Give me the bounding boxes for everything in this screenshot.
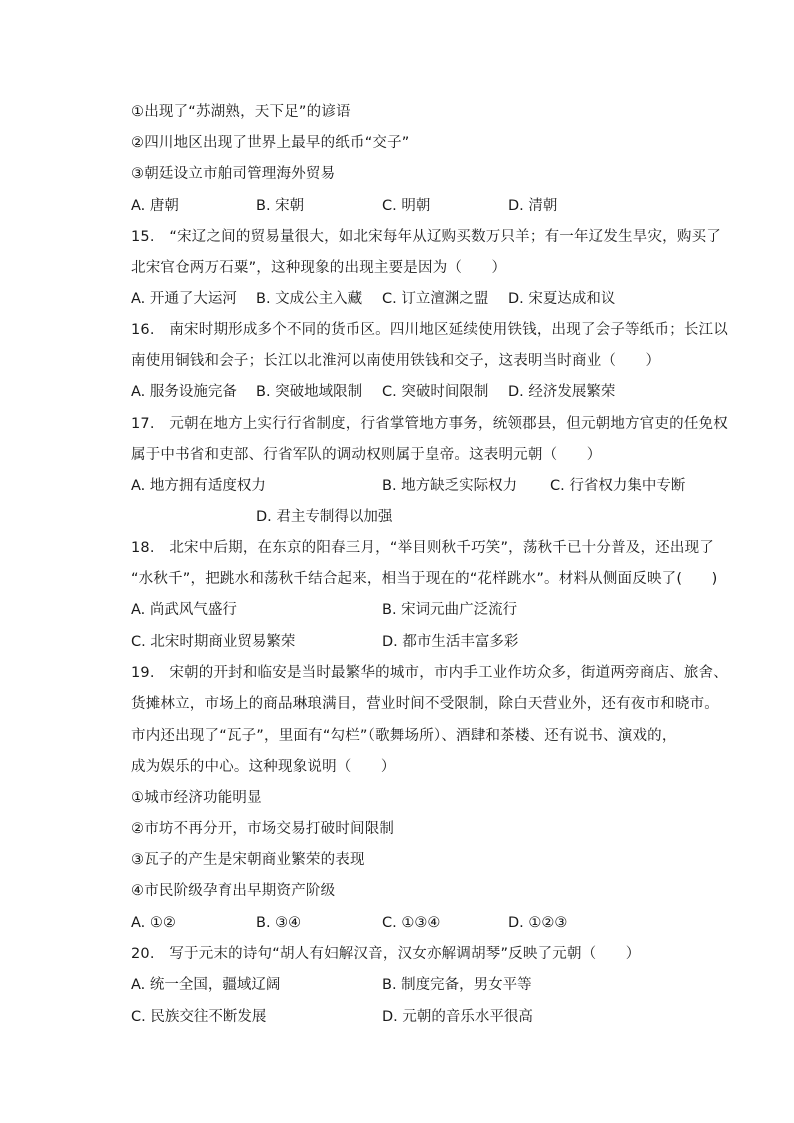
q19-statement-4: ④市民阶级孕育出早期资产阶级	[131, 883, 336, 899]
q19-statement-2: ②市坊不再分开，市场交易打破时间限制	[131, 821, 395, 837]
q18-stem-line-1: 18. 北宋中后期，在东京的阳春三月，“举目则秋千巧笑”，荡秋千已十分普及，还出现了	[131, 540, 714, 556]
q15-stem-line-1: 15. “宋辽之间的贸易量很大，如北宋每年从辽购买数万只羊；有一年辽发生旱灾，购买了	[131, 229, 721, 245]
q16-stem-line-2: 南使用铜钱和会子；长江以北淮河以南使用铁钱和交子，这表明当时商业（ ）	[131, 353, 661, 369]
q14-option-b: B. 宋朝	[256, 198, 305, 214]
q15-option-c: C. 订立澶渊之盟	[382, 291, 489, 307]
q17-option-d: D. 君主专制得以加强	[256, 509, 393, 525]
q20-option-a: A. 统一全国，疆域辽阔	[131, 977, 281, 993]
q16-stem-line-1: 16. 南宋时期形成多个不同的货币区。四川地区延续使用铁钱，出现了会子等纸币；长江以	[131, 322, 728, 338]
q17-option-b: B. 地方缺乏实际权力	[382, 478, 518, 494]
q18-stem-line-2: “水秋千”，把跳水和荡秋千结合起来，相当于现在的“花样跳水”。材料从侧面反映了( )	[131, 571, 718, 587]
q17-option-c: C. 行省权力集中专断	[550, 478, 686, 494]
q18-option-c: C. 北宋时期商业贸易繁荣	[131, 634, 296, 650]
q15-option-a: A. 开通了大运河	[131, 291, 237, 307]
q16-option-d: D. 经济发展繁荣	[508, 384, 616, 400]
q16-option-b: B. 突破地域限制	[256, 384, 363, 400]
q18-option-a: A. 尚武风气盛行	[131, 602, 237, 618]
q17-stem-line-1: 17. 元朝在地方上实行行省制度，行省掌管地方事务，统领郡县，但元朝地方官吏的任免权	[131, 416, 728, 432]
q15-option-d: D. 宋夏达成和议	[508, 291, 616, 307]
q19-stem-line-2: 货摊林立，市场上的商品琳琅满目，营业时间不受限制，除白天营业外，还有夜市和晓市。	[131, 696, 719, 712]
q17-stem-line-2: 属于中书省和吏部、行省军队的调动权则属于皇帝。这表明元朝（ ）	[131, 447, 602, 463]
q20-stem-line-1: 20. 写于元末的诗句“胡人有妇解汉音，汉女亦解调胡琴”反映了元朝（ ）	[131, 946, 641, 962]
q19-stem-line-3: 市内还出现了“瓦子”，里面有“勾栏”（歌舞场所）、酒肆和茶楼、还有说书、演戏的，	[131, 728, 677, 744]
q18-option-d: D. 都市生活丰富多彩	[382, 634, 519, 650]
q19-option-a: A. ①②	[131, 915, 176, 931]
q14-option-d: D. 清朝	[508, 198, 558, 214]
q14-option-a: A. 唐朝	[131, 198, 179, 214]
q19-statement-1: ①城市经济功能明显	[131, 790, 262, 806]
q16-option-c: C. 突破时间限制	[382, 384, 489, 400]
q20-option-b: B. 制度完备，男女平等	[382, 977, 532, 993]
q15-stem-line-2: 北宋官仓两万石粟”，这种现象的出现主要是因为（ ）	[131, 260, 507, 276]
q19-option-d: D. ①②③	[508, 915, 568, 931]
q19-option-b: B. ③④	[256, 915, 302, 931]
q14-statement-1: ①出现了“苏湖熟，天下足”的谚语	[131, 104, 351, 120]
q15-option-b: B. 文成公主入藏	[256, 291, 363, 307]
q17-option-a: A. 地方拥有适度权力	[131, 478, 266, 494]
q14-statement-2: ②四川地区出现了世界上最早的纸币“交子”	[131, 135, 410, 151]
q20-option-c: C. 民族交往不断发展	[131, 1009, 267, 1025]
q19-option-c: C. ①③④	[382, 915, 441, 931]
q19-stem-line-1: 19. 宋朝的开封和临安是当时最繁华的城市，市内手工业作坊众多，街道两旁商店、旅舍、	[131, 665, 728, 681]
q19-statement-3: ③瓦子的产生是宋朝商业繁荣的表现	[131, 852, 365, 868]
q16-option-a: A. 服务设施完备	[131, 384, 237, 400]
q18-option-b: B. 宋词元曲广泛流行	[382, 602, 518, 618]
q19-stem-line-4: 成为娱乐的中心。这种现象说明（ ）	[131, 759, 396, 775]
q14-option-c: C. 明朝	[382, 198, 431, 214]
q14-statement-3: ③朝廷设立市舶司管理海外贸易	[131, 166, 336, 182]
q20-option-d: D. 元朝的音乐水平很高	[382, 1009, 533, 1025]
